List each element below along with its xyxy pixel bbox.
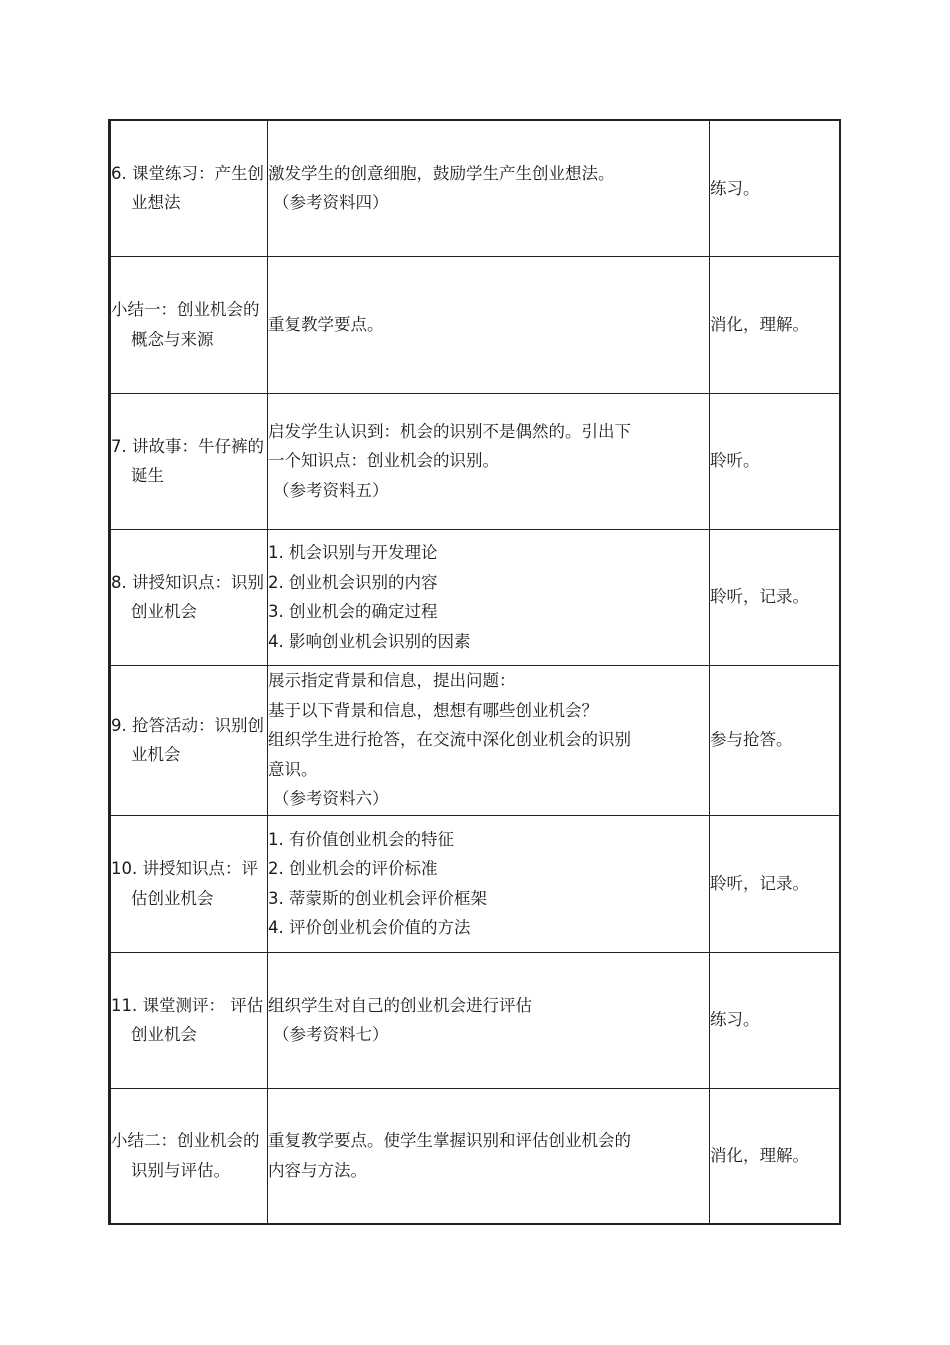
reference-note: （参考资料四）	[273, 193, 389, 213]
step-label: 小结一：创业机会的概念与来源	[111, 300, 260, 349]
content-line: 4. 影响创业机会识别的因素	[268, 631, 471, 651]
content-line: 基于以下背景和信息，想想有哪些创业机会？	[268, 700, 598, 720]
step-label: 11. 课堂测评： 评估创业机会	[111, 995, 264, 1044]
student-activity: 练习。	[710, 1010, 760, 1030]
step-label: 8. 讲授知识点：识别创业机会	[111, 572, 264, 621]
activity-cell	[710, 665, 841, 815]
content-line: 2. 创业机会的评价标准	[268, 859, 438, 878]
table-row	[110, 120, 841, 256]
student-activity: 消化，理解。	[710, 1146, 809, 1165]
table-row	[110, 952, 841, 1088]
step-cell	[110, 815, 268, 952]
step-label: 9. 抢答活动：识别创业机会	[111, 715, 264, 764]
activity-cell	[710, 1088, 841, 1224]
content-cell	[268, 393, 710, 529]
reference-note: （参考资料六）	[273, 789, 389, 809]
content-cell	[268, 120, 710, 256]
student-activity: 参与抢答。	[710, 730, 793, 750]
content-cell	[268, 256, 710, 393]
step-cell	[110, 665, 268, 815]
table-row	[110, 256, 841, 393]
activity-cell	[710, 256, 841, 393]
content-line: 2. 创业机会识别的内容	[268, 572, 438, 592]
content-line: 1. 机会识别与开发理论	[268, 543, 438, 562]
content-cell	[268, 952, 710, 1088]
step-cell	[110, 120, 268, 256]
table-row	[110, 529, 841, 665]
content-cell	[268, 665, 710, 815]
reference-note: （参考资料七）	[273, 1025, 389, 1044]
content-line: 1. 有价值创业机会的特征	[268, 829, 454, 849]
content-line: 展示指定背景和信息，提出问题：	[268, 671, 516, 691]
step-cell	[110, 393, 268, 529]
content-line: 启发学生认识到：机会的识别不是偶然的。引出下	[268, 421, 631, 441]
content-line: 3. 创业机会的确定过程	[268, 602, 438, 621]
student-activity: 消化，理解。	[710, 314, 809, 334]
table-row	[110, 393, 841, 529]
reference-note: （参考资料五）	[273, 480, 389, 500]
content-line: 内容与方法。	[268, 1160, 367, 1180]
step-cell	[110, 256, 268, 393]
student-activity: 聆听，记录。	[710, 587, 809, 607]
content-line: 激发学生的创意细胞，鼓励学生产生创业想法。	[268, 163, 615, 183]
step-label: 10. 讲授知识点：评估创业机会	[111, 859, 258, 908]
content-line: 一个知识点：创业机会的识别。	[268, 451, 499, 471]
content-line: 重复教学要点。使学生掌握识别和评估创业机会的	[268, 1131, 631, 1151]
step-label: 小结二：创业机会的识别与评估。	[111, 1131, 260, 1180]
table-row	[110, 1088, 841, 1224]
content-cell	[268, 815, 710, 952]
content-line: 重复教学要点。	[268, 314, 384, 334]
content-line: 4. 评价创业机会价值的方法	[268, 918, 471, 937]
content-cell	[268, 1088, 710, 1224]
activity-cell	[710, 393, 841, 529]
student-activity: 聆听。	[710, 451, 760, 471]
content-cell	[268, 529, 710, 665]
step-cell	[110, 529, 268, 665]
activity-cell	[710, 815, 841, 952]
table-row	[110, 815, 841, 952]
step-label: 6. 课堂练习：产生创业想法	[111, 163, 264, 213]
student-activity: 练习。	[710, 178, 760, 198]
lesson-plan-table	[108, 119, 841, 1225]
step-cell	[110, 952, 268, 1088]
activity-cell	[710, 120, 841, 256]
step-label: 7. 讲故事：牛仔裤的诞生	[111, 436, 264, 485]
content-line: 3. 蒂蒙斯的创业机会评价框架	[268, 888, 487, 908]
student-activity: 聆听，记录。	[710, 873, 809, 893]
table-row	[110, 665, 841, 815]
step-cell	[110, 1088, 268, 1224]
content-line: 组织学生对自己的创业机会进行评估	[268, 995, 532, 1015]
content-line: 意识。	[268, 759, 318, 779]
activity-cell	[710, 952, 841, 1088]
content-line: 组织学生进行抢答，在交流中深化创业机会的识别	[268, 730, 631, 750]
activity-cell	[710, 529, 841, 665]
